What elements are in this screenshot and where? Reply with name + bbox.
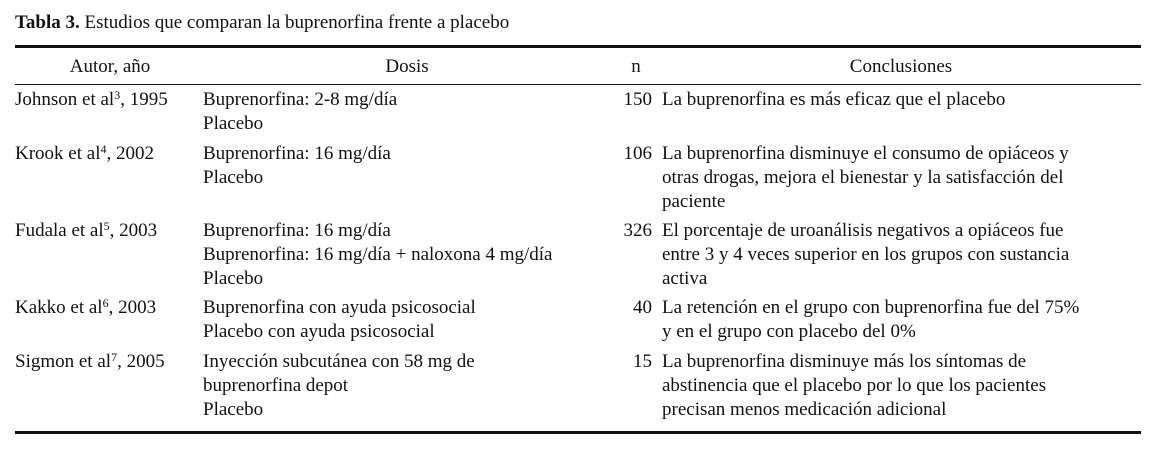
conclusions-cell: La retención en el grupo con buprenorfina fue del 75% y en el grupo con placebo del 0% (662, 297, 1080, 342)
conclusions-cell: La buprenorfina disminuye el consumo de opiáceos y otras drogas, mejora el bienestar y la satisfacción del paciente (662, 143, 1069, 212)
dose-cell: Buprenorfina: 16 mg/día Placebo (203, 143, 391, 188)
table-caption-label: Tabla 3. (15, 12, 80, 33)
author-cell: Krook et $al^4$, 2002 (15, 142, 154, 164)
conclusions-cell: La buprenorfina disminuye más los síntomas de abstinencia que el placebo por lo que los pacientes precisan menos medicación adicional (662, 351, 1047, 420)
dose-cell: Buprenorfina con ayuda psicosocial Placebo con ayuda psicosocial (203, 297, 476, 342)
header-conclusions: Conclusiones (849, 56, 953, 77)
author-cell: Sigmon et $al^7$, 2005 (15, 350, 165, 372)
table-bottom-rule (15, 431, 1141, 434)
n-cell: 150 (623, 89, 652, 110)
n-cell: 15 (633, 351, 652, 372)
header-dose: Dosis (385, 56, 429, 77)
table-caption (15, 12, 509, 34)
n-cell: 106 (623, 143, 652, 164)
table-caption-text: Estudios que comparan la buprenorfina frente a placebo (79, 12, 510, 33)
dose-cell: Inyección subcutánea con 58 mg de buprenorfina depot Placebo (203, 351, 475, 420)
dose-cell: Buprenorfina: 16 mg/día Buprenorfina: 16 mg/día + naloxona 4 mg/día Placebo (203, 220, 553, 289)
table-header-rule (15, 84, 1141, 85)
n-cell: 326 (623, 220, 652, 241)
author-cell: Fudala et $al^5$, 2003 (15, 219, 158, 241)
author-cell: Kakko et $al^6$, 2003 (15, 296, 157, 318)
header-n: n (631, 56, 641, 77)
table-top-rule (15, 45, 1141, 48)
author-cell: Johnson et $al^3$, 1995 (15, 88, 168, 110)
dose-cell: Buprenorfina: 2-8 mg/día Placebo (203, 89, 398, 134)
conclusions-cell: La buprenorfina es más eficaz que el placebo (662, 89, 1006, 110)
n-cell: 40 (633, 297, 652, 318)
header-author: Autor, año (69, 56, 151, 77)
conclusions-cell: El porcentaje de uroanálisis negativos a opiáceos fue entre 3 y 4 veces superior en los grupos con sustancia activa (662, 220, 1070, 289)
